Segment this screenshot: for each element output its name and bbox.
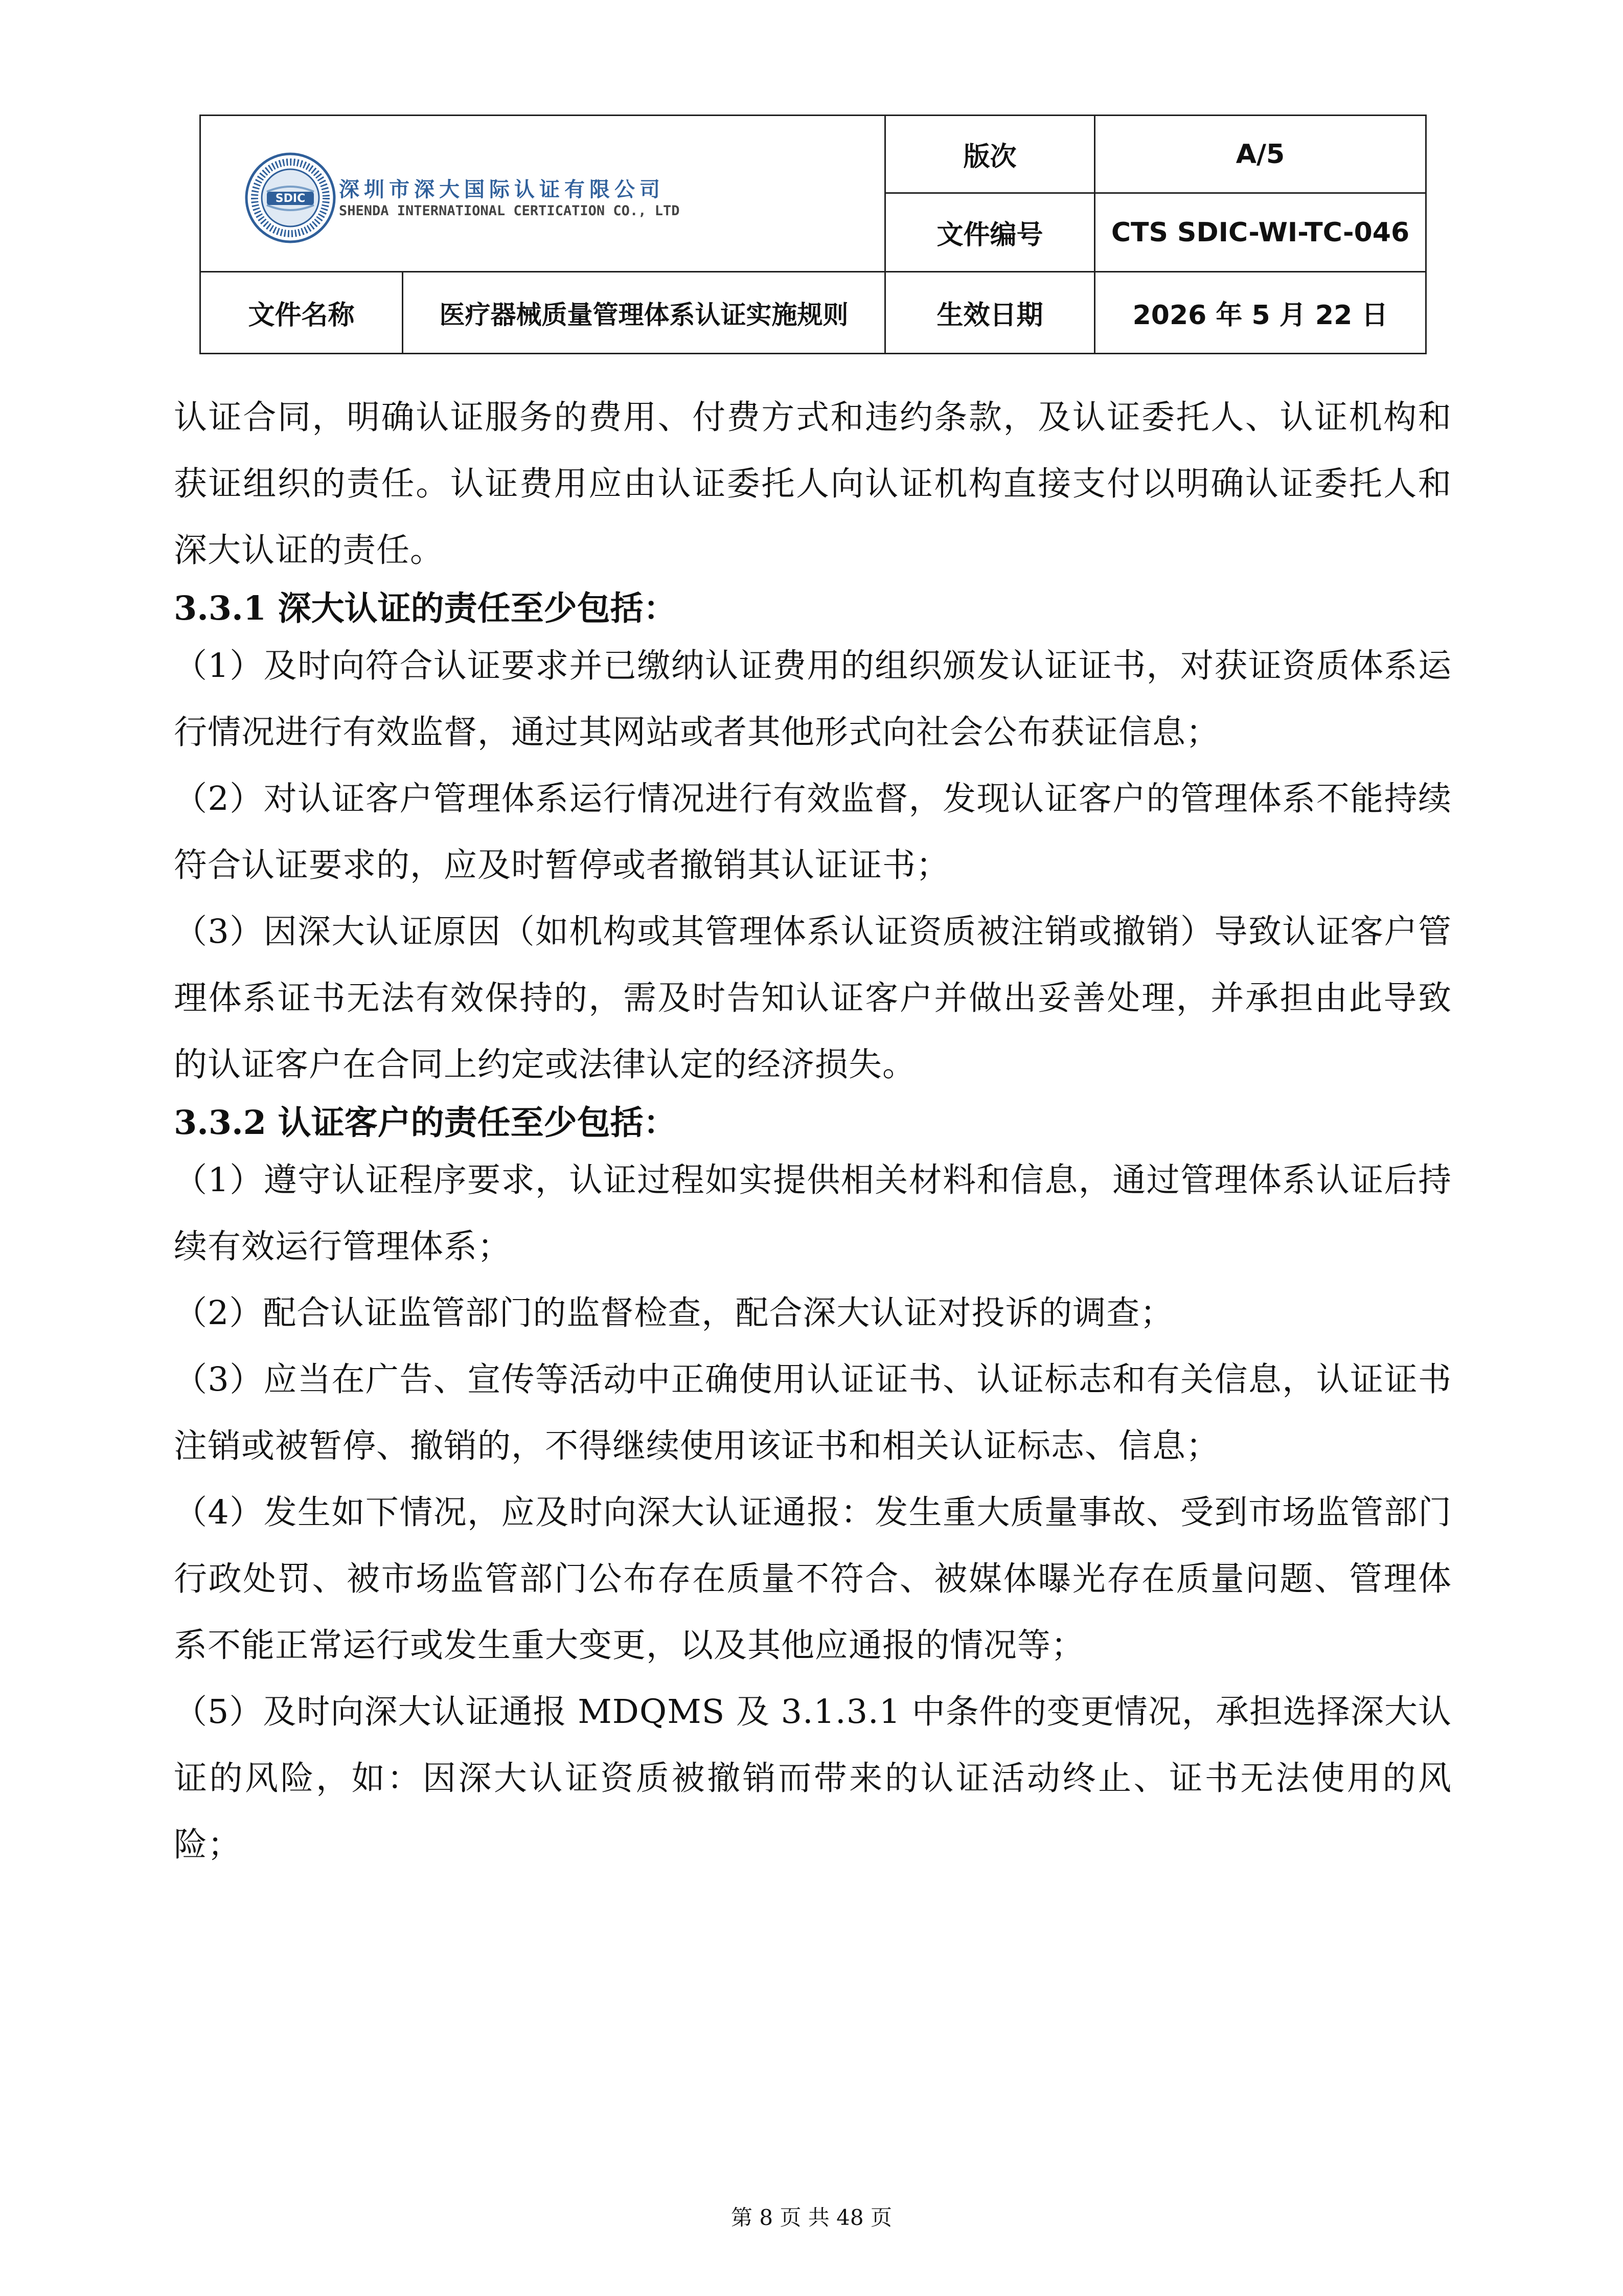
section-3-3-2-item: （2）配合认证监管部门的监督检查，配合深大认证对投诉的调查；: [174, 1294, 1174, 1332]
intro-paragraph: 认证合同，明确认证服务的费用、付费方式和违约条款，及认证委托人、认证机构和获证组织的责任。认证费用应由认证委托人向认证机构直接支付以明确认证委托人和深大认证的责任。: [174, 398, 1452, 570]
section-3-3-1-item: （1）及时向符合认证要求并已缴纳认证费用的组织颁发认证证书，对获证资质体系运行情况进行有效监督，通过其网站或者其他形式向社会公布获证信息；: [174, 647, 1452, 752]
page-number-footer: 第 8 页 共 48 页: [731, 2205, 892, 2230]
logo-text: SDIC: [275, 192, 306, 205]
section-3-3-2-item: （4）发生如下情况，应及时向深大认证通报：发生重大质量事故、受到市场监管部门行政处罚、被市场监管部门公布存在质量不符合、被媒体曝光存在质量问题、管理体系不能正常运行或发生重大变更，以及其他应通报的情况等；: [174, 1493, 1452, 1665]
file-number-value: CTS SDIC-WI-TC-046: [1095, 193, 1426, 272]
section-3-3-1-item: （2）对认证客户管理体系运行情况进行有效监督，发现认证客户的管理体系不能持续符合认证要求的，应及时暂停或者撤销其认证证书；: [174, 780, 1452, 884]
version-value: A/5: [1095, 116, 1426, 193]
effective-date-value: 2026 年 5 月 22 日: [1095, 272, 1426, 354]
company-name-cn: 深圳市深大国际认证有限公司: [339, 178, 665, 201]
section-3-3-2-item: （1）遵守认证程序要求，认证过程如实提供相关材料和信息，通过管理体系认证后持续有效运行管理体系；: [174, 1161, 1452, 1266]
section-3-3-2-item: （3）应当在广告、宣传等活动中正确使用认证证书、认证标志和有关信息，认证证书注销或被暂停、撤销的，不得继续使用该证书和相关认证标志、信息；: [174, 1360, 1452, 1465]
section-3-3-2-heading: 3.3.2 认证客户的责任至少包括：: [174, 1103, 677, 1142]
section-3-3-1-item: （3）因深大认证原因（如机构或其管理体系认证资质被注销或撤销）导致认证客户管理体系证书无法有效保持的，需及时告知认证客户并做出妥善处理，并承担由此导致的认证客户在合同上约定或法律认定的经济损失。: [174, 913, 1452, 1084]
document-header-table: [199, 115, 1427, 354]
section-3-3-2-item: （5）及时向深大认证通报 MDQMS 及 3.1.3.1 中条件的变更情况，承担选择深大认证的风险，如：因深大认证资质被撤销而带来的认证活动终止、证书无法使用的风险；: [174, 1693, 1452, 1864]
company-name-en: SHENDA INTERNATIONAL CERTICATION CO., LTD: [339, 203, 680, 219]
document-body: [174, 384, 1452, 1878]
company-logo: [244, 152, 756, 254]
file-name-label: 文件名称: [200, 272, 403, 354]
section-3-3-1-heading: 3.3.1 深大认证的责任至少包括：: [174, 589, 677, 628]
sdic-emblem-icon: [244, 152, 336, 244]
company-logo-cell: [200, 116, 885, 272]
file-number-label: 文件编号: [885, 193, 1095, 272]
file-name-value: 医疗器械质量管理体系认证实施规则: [403, 272, 885, 354]
effective-date-label: 生效日期: [885, 272, 1095, 354]
version-label: 版次: [885, 116, 1095, 193]
